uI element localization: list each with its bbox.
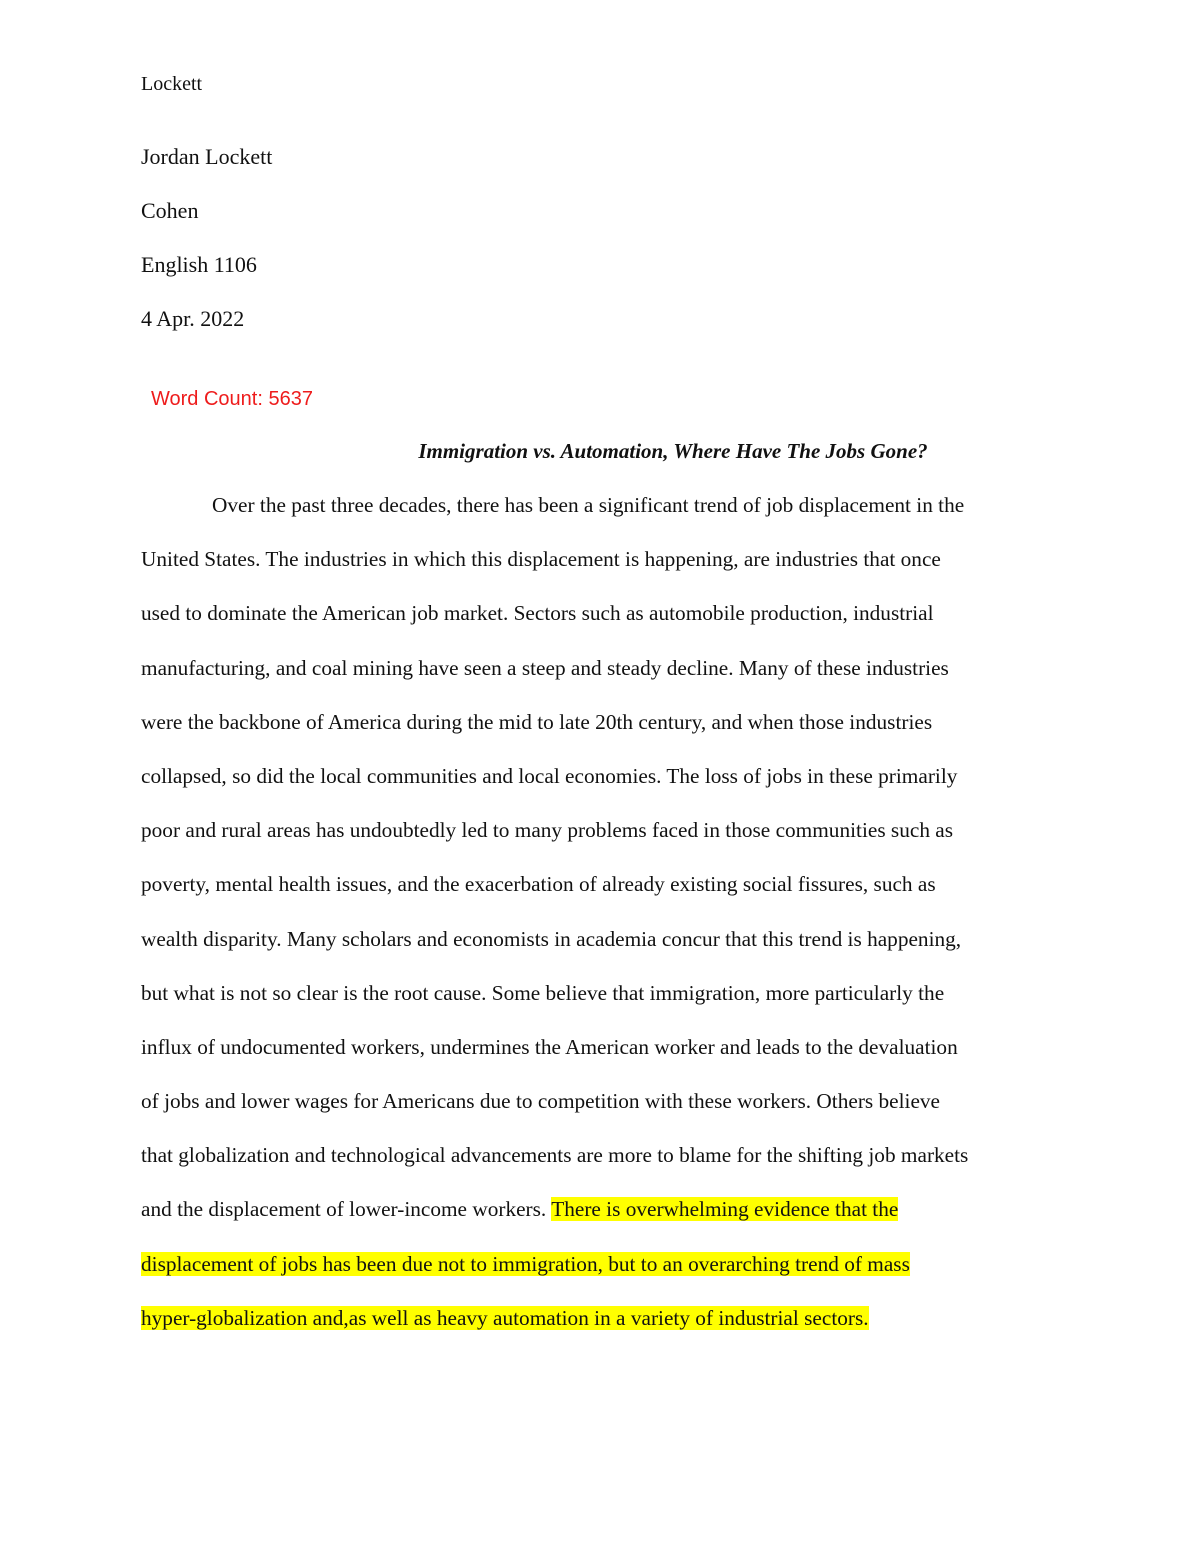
running-head: Lockett — [141, 73, 203, 95]
course-name: English 1106 — [141, 252, 257, 277]
highlighted-thesis-segment: displacement of jobs has been due not to immigration, but to an overarching trend of mass — [141, 1251, 910, 1276]
paragraph-line-mixed — [141, 1182, 1081, 1236]
paragraph-line: manufacturing, and coal mining have seen a steep and steady decline. Many of these industries — [141, 655, 949, 680]
instructor-name: Cohen — [141, 198, 199, 223]
highlighted-thesis-segment: hyper-globalization and,as well as heavy automation in a variety of industrial sectors. — [141, 1305, 869, 1330]
essay-title-text: Immigration vs. Automation, Where Have The Jobs Gone? — [418, 439, 928, 463]
paragraph-line-highlighted — [141, 1237, 1081, 1291]
body-paragraph — [141, 478, 1081, 1345]
paragraph-line: collapsed, so did the local communities and local economies. The loss of jobs in these primarily — [141, 763, 958, 788]
student-name: Jordan Lockett — [141, 144, 273, 169]
essay-title — [141, 438, 1200, 464]
paragraph-line: that globalization and technological advancements are more to blame for the shifting job markets — [141, 1143, 969, 1168]
word-count: Word Count: 5637 — [151, 388, 313, 410]
paragraph-line: United States. The industries in which this displacement is happening, are industries that once — [141, 547, 941, 572]
highlighted-thesis-segment: There is overwhelming evidence that the — [551, 1197, 899, 1222]
paragraph-line: poverty, mental health issues, and the exacerbation of already existing social fissures, such as — [141, 872, 936, 897]
paragraph-line-highlighted — [141, 1291, 1081, 1345]
paragraph-line: Over the past three decades, there has been a significant trend of job displacement in the — [212, 493, 965, 517]
paragraph-line: poor and rural areas has undoubtedly led to many problems faced in those communities such as — [141, 818, 954, 843]
plain-text-segment: and the displacement of lower-income workers. — [141, 1197, 552, 1222]
paragraph-line: wealth disparity. Many scholars and economists in academia concur that this trend is happening, — [141, 926, 962, 951]
paragraph-line: were the backbone of America during the mid to late 20th century, and when those industries — [141, 709, 933, 734]
paragraph-line: used to dominate the American job market. Sectors such as automobile production, industrial — [141, 601, 934, 626]
paragraph-line: influx of undocumented workers, undermines the American worker and leads to the devaluation — [141, 1034, 958, 1059]
paragraph-line: of jobs and lower wages for Americans due to competition with these workers. Others believe — [141, 1089, 941, 1114]
essay-date: 4 Apr. 2022 — [141, 306, 245, 331]
paragraph-line: but what is not so clear is the root cause. Some believe that immigration, more particularly the — [141, 980, 945, 1005]
